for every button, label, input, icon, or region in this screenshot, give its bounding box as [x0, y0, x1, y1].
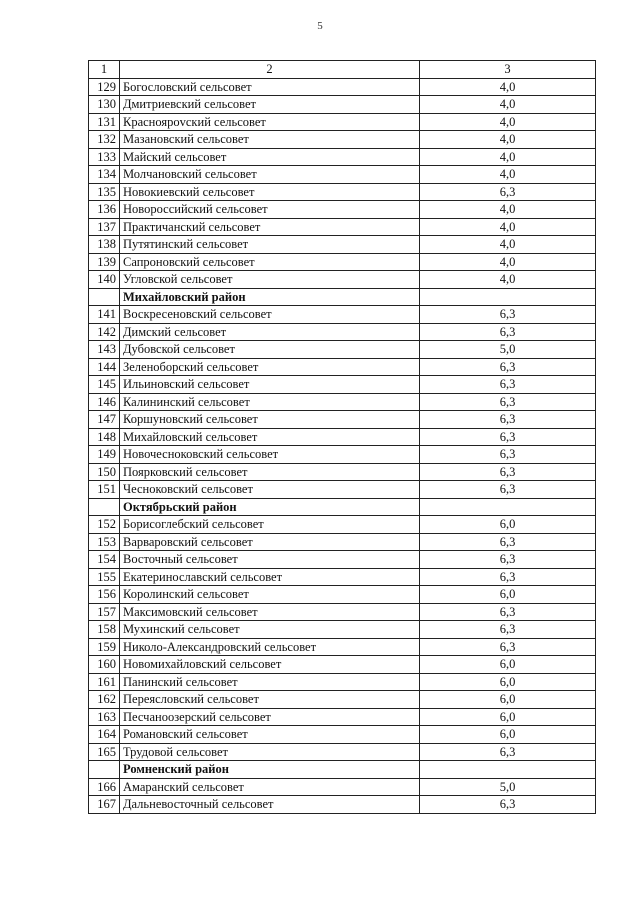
- value-cell: 6,0: [420, 708, 596, 726]
- table-row: [89, 376, 596, 394]
- value-cell: 6,3: [420, 323, 596, 341]
- council-name-cell: Коршуновский сельсовет: [120, 411, 420, 429]
- council-name-cell: Майский сельсовет: [120, 148, 420, 166]
- value-cell: 6,3: [420, 446, 596, 464]
- table-row: [89, 96, 596, 114]
- table-row: [89, 516, 596, 534]
- district-header-row: [89, 288, 596, 306]
- table-row: [89, 201, 596, 219]
- council-name-cell: Путятинский сельсовет: [120, 236, 420, 254]
- council-name-cell: Николо-Александровский сельсовет: [120, 638, 420, 656]
- row-number-cell: 154: [89, 551, 120, 569]
- table-row: [89, 621, 596, 639]
- value-cell: 6,0: [420, 673, 596, 691]
- row-number-cell: 152: [89, 516, 120, 534]
- row-number-cell: 148: [89, 428, 120, 446]
- council-name-cell: Мухинский сельсовет: [120, 621, 420, 639]
- table-row: [89, 551, 596, 569]
- council-name-cell: Королинский сельсовет: [120, 586, 420, 604]
- table-row: [89, 393, 596, 411]
- council-name-cell: Переясловский сельсовет: [120, 691, 420, 709]
- value-cell: 6,3: [420, 481, 596, 499]
- table-row: [89, 673, 596, 691]
- table-row: [89, 411, 596, 429]
- table-row: [89, 341, 596, 359]
- council-name-cell: Максимовский сельсовет: [120, 603, 420, 621]
- table-row: [89, 446, 596, 464]
- table-row: [89, 533, 596, 551]
- value-cell: 4,0: [420, 218, 596, 236]
- value-cell: 6,3: [420, 358, 596, 376]
- row-number-cell: [89, 498, 120, 516]
- council-name-cell: Панинский сельсовет: [120, 673, 420, 691]
- value-cell: 6,0: [420, 516, 596, 534]
- table-row: [89, 253, 596, 271]
- council-name-cell: Новомихайловский сельсовет: [120, 656, 420, 674]
- value-cell: 6,0: [420, 691, 596, 709]
- table-row: [89, 271, 596, 289]
- value-cell: 6,3: [420, 393, 596, 411]
- value-cell: 4,0: [420, 201, 596, 219]
- council-name-cell: Новочесноковский сельсовет: [120, 446, 420, 464]
- row-number-cell: 165: [89, 743, 120, 761]
- value-cell: 6,3: [420, 568, 596, 586]
- table-row: [89, 691, 596, 709]
- table-row: [89, 323, 596, 341]
- council-name-cell: Романовский сельсовет: [120, 726, 420, 744]
- row-number-cell: 136: [89, 201, 120, 219]
- council-name-cell: Варваровский сельсовет: [120, 533, 420, 551]
- council-name-cell: Молчановский сельсовет: [120, 166, 420, 184]
- row-number-cell: 137: [89, 218, 120, 236]
- value-cell: 6,0: [420, 726, 596, 744]
- district-name: Октябрьский район: [120, 498, 420, 516]
- row-number-cell: [89, 288, 120, 306]
- table-row: [89, 166, 596, 184]
- value-cell: 6,3: [420, 638, 596, 656]
- council-name-cell: Богословский сельсовет: [120, 78, 420, 96]
- council-name-cell: Практичанский сельсовет: [120, 218, 420, 236]
- table-row: [89, 183, 596, 201]
- row-number-cell: 164: [89, 726, 120, 744]
- district-name: Ромненский район: [120, 761, 420, 779]
- table-row: [89, 481, 596, 499]
- row-number-cell: 157: [89, 603, 120, 621]
- table-row: [89, 358, 596, 376]
- council-name-cell: Красноярovский сельсовет: [120, 113, 420, 131]
- value-cell: 6,3: [420, 603, 596, 621]
- value-cell: 6,3: [420, 306, 596, 324]
- value-cell: 4,0: [420, 96, 596, 114]
- council-name-cell: Дмитриевский сельсовет: [120, 96, 420, 114]
- council-name-cell: Екатеринославский сельсовет: [120, 568, 420, 586]
- page-number: 5: [317, 20, 323, 32]
- row-number-cell: 133: [89, 148, 120, 166]
- row-number-cell: 161: [89, 673, 120, 691]
- row-number-cell: 138: [89, 236, 120, 254]
- column-header-1: 1: [89, 61, 120, 79]
- row-number-cell: 155: [89, 568, 120, 586]
- value-cell: 4,0: [420, 236, 596, 254]
- table-row: [89, 236, 596, 254]
- council-name-cell: Сапроновский сельсовет: [120, 253, 420, 271]
- value-cell: 6,3: [420, 533, 596, 551]
- rates-table: [88, 60, 596, 814]
- row-number-cell: 130: [89, 96, 120, 114]
- table-row: [89, 463, 596, 481]
- value-cell: 4,0: [420, 131, 596, 149]
- council-name-cell: Дальневосточный сельсовет: [120, 796, 420, 814]
- value-cell: 4,0: [420, 78, 596, 96]
- value-cell: [420, 288, 596, 306]
- council-name-cell: Воскресеновский сельсовет: [120, 306, 420, 324]
- council-name-cell: Восточный сельсовет: [120, 551, 420, 569]
- value-cell: 6,3: [420, 183, 596, 201]
- row-number-cell: 162: [89, 691, 120, 709]
- row-number-cell: 153: [89, 533, 120, 551]
- table-row: [89, 726, 596, 744]
- table-row: [89, 568, 596, 586]
- council-name-cell: Амаранский сельсовет: [120, 778, 420, 796]
- row-number-cell: 167: [89, 796, 120, 814]
- row-number-cell: 163: [89, 708, 120, 726]
- row-number-cell: 151: [89, 481, 120, 499]
- table-row: [89, 306, 596, 324]
- row-number-cell: 129: [89, 78, 120, 96]
- council-name-cell: Новороссийский сельсовет: [120, 201, 420, 219]
- council-name-cell: Зеленоборский сельсовет: [120, 358, 420, 376]
- row-number-cell: 132: [89, 131, 120, 149]
- value-cell: [420, 498, 596, 516]
- council-name-cell: Поярковский сельсовет: [120, 463, 420, 481]
- table-row: [89, 113, 596, 131]
- value-cell: 6,3: [420, 743, 596, 761]
- value-cell: 6,3: [420, 621, 596, 639]
- row-number-cell: 140: [89, 271, 120, 289]
- table-body: [89, 78, 596, 813]
- table-row: [89, 131, 596, 149]
- row-number-cell: 139: [89, 253, 120, 271]
- table-row: [89, 218, 596, 236]
- table-row: [89, 586, 596, 604]
- council-name-cell: Новокиевский сельсовет: [120, 183, 420, 201]
- district-header-row: [89, 498, 596, 516]
- council-name-cell: Мазановский сельсовет: [120, 131, 420, 149]
- row-number-cell: 156: [89, 586, 120, 604]
- row-number-cell: 135: [89, 183, 120, 201]
- column-header-2: 2: [120, 61, 420, 79]
- council-name-cell: Ильиновский сельсовет: [120, 376, 420, 394]
- council-name-cell: Дубовской сельсовет: [120, 341, 420, 359]
- district-name: Михайловский район: [120, 288, 420, 306]
- row-number-cell: 142: [89, 323, 120, 341]
- value-cell: 6,3: [420, 376, 596, 394]
- council-name-cell: Михайловский сельсовет: [120, 428, 420, 446]
- value-cell: 4,0: [420, 113, 596, 131]
- value-cell: 6,3: [420, 796, 596, 814]
- table-row: [89, 708, 596, 726]
- row-number-cell: 141: [89, 306, 120, 324]
- value-cell: [420, 761, 596, 779]
- district-header-row: [89, 761, 596, 779]
- council-name-cell: Песчаноозерский сельсовет: [120, 708, 420, 726]
- row-number-cell: 144: [89, 358, 120, 376]
- table-row: [89, 656, 596, 674]
- value-cell: 6,3: [420, 428, 596, 446]
- row-number-cell: 146: [89, 393, 120, 411]
- council-name-cell: Чесноковский сельсовет: [120, 481, 420, 499]
- value-cell: 4,0: [420, 253, 596, 271]
- table-row: [89, 796, 596, 814]
- row-number-cell: 143: [89, 341, 120, 359]
- row-number-cell: 131: [89, 113, 120, 131]
- value-cell: 6,0: [420, 656, 596, 674]
- row-number-cell: 158: [89, 621, 120, 639]
- table-row: [89, 78, 596, 96]
- row-number-cell: 147: [89, 411, 120, 429]
- row-number-cell: 134: [89, 166, 120, 184]
- table-row: [89, 148, 596, 166]
- column-header-3: 3: [420, 61, 596, 79]
- table-row: [89, 638, 596, 656]
- value-cell: 6,0: [420, 586, 596, 604]
- row-number-cell: 149: [89, 446, 120, 464]
- value-cell: 6,3: [420, 463, 596, 481]
- value-cell: 4,0: [420, 271, 596, 289]
- council-name-cell: Димский сельсовет: [120, 323, 420, 341]
- row-number-cell: [89, 761, 120, 779]
- row-number-cell: 145: [89, 376, 120, 394]
- value-cell: 5,0: [420, 778, 596, 796]
- value-cell: 4,0: [420, 166, 596, 184]
- value-cell: 6,3: [420, 411, 596, 429]
- table-row: [89, 778, 596, 796]
- table-row: [89, 743, 596, 761]
- table-header-row: [89, 61, 596, 79]
- row-number-cell: 150: [89, 463, 120, 481]
- value-cell: 5,0: [420, 341, 596, 359]
- council-name-cell: Калининский сельсовет: [120, 393, 420, 411]
- council-name-cell: Трудовой сельсовет: [120, 743, 420, 761]
- value-cell: 6,3: [420, 551, 596, 569]
- value-cell: 4,0: [420, 148, 596, 166]
- table-row: [89, 603, 596, 621]
- council-name-cell: Угловской сельсовет: [120, 271, 420, 289]
- row-number-cell: 166: [89, 778, 120, 796]
- row-number-cell: 160: [89, 656, 120, 674]
- table-row: [89, 428, 596, 446]
- council-name-cell: Борисоглебский сельсовет: [120, 516, 420, 534]
- row-number-cell: 159: [89, 638, 120, 656]
